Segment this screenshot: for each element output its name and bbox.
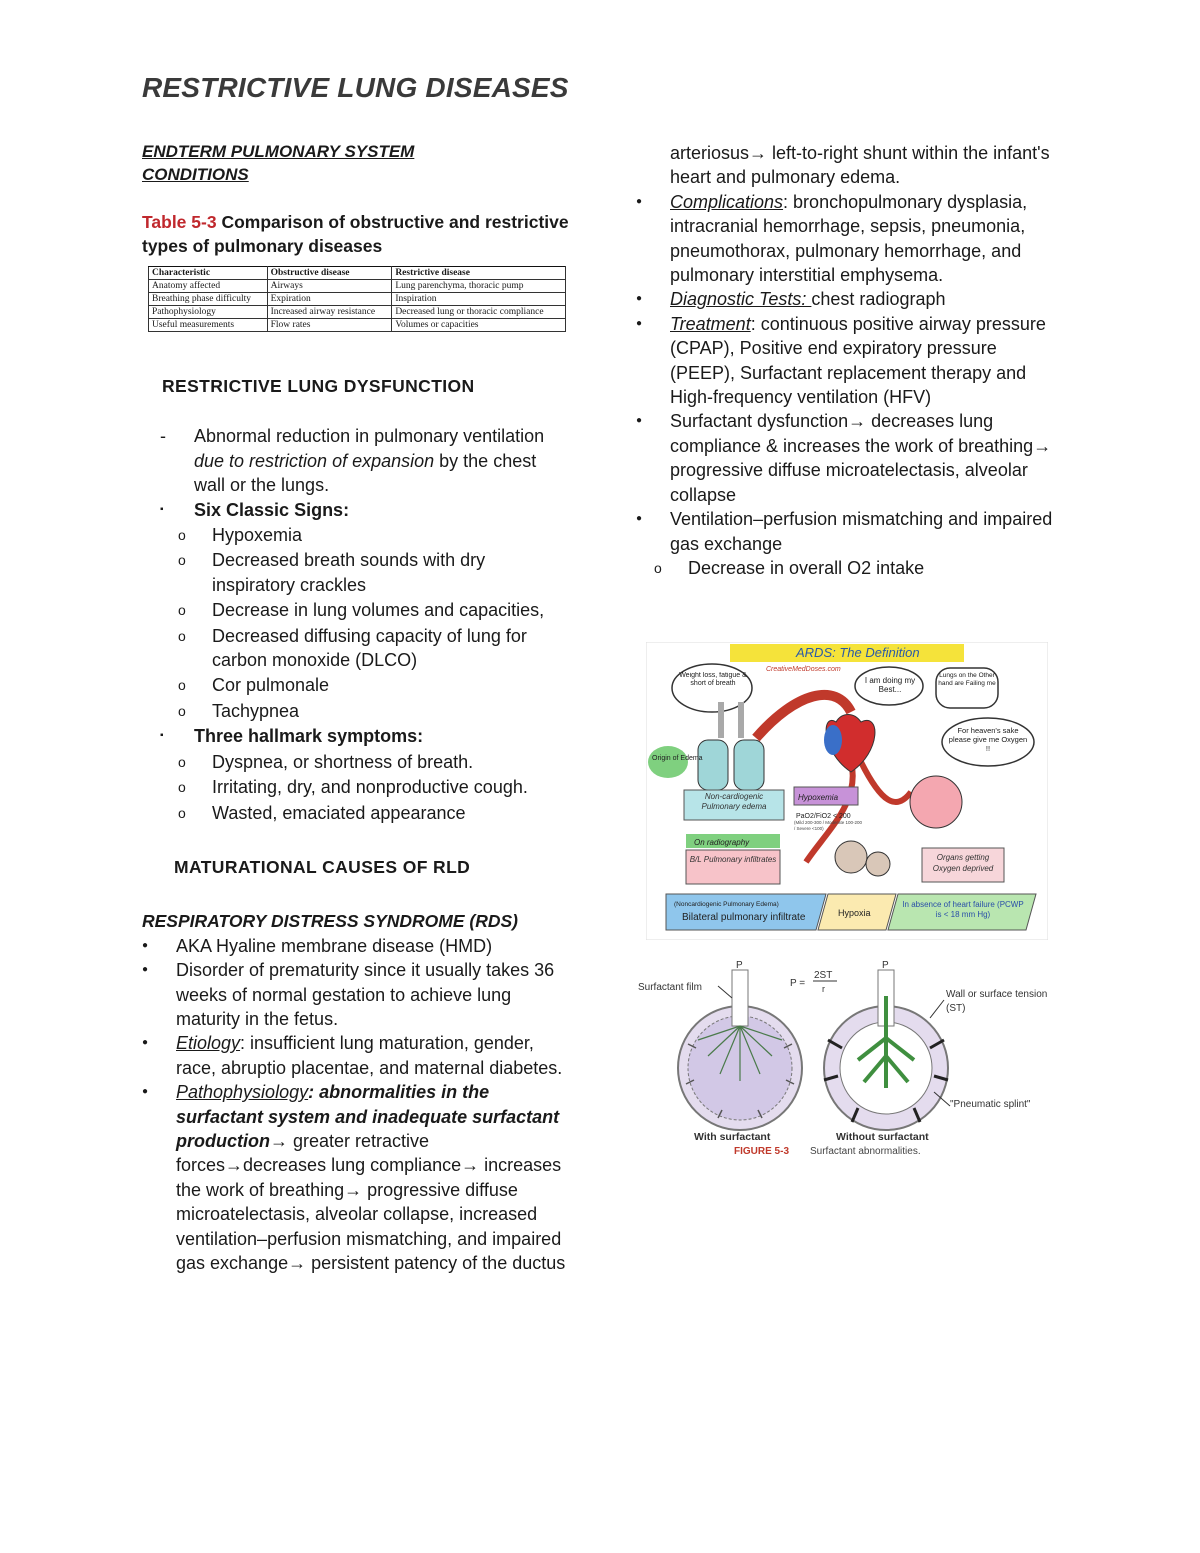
list-item: ● Surfactant dysfunction→ decreases lung compliance & increases the work of breathing→ progressive diffuse microatelectasis, alveolar collapse — [636, 409, 1056, 507]
treatment-label: Treatment — [670, 313, 751, 334]
table-header-cell: Obstructive disease — [267, 267, 392, 280]
list-item — [636, 287, 1056, 311]
noncardio-label: Non-cardiogenic Pulmonary edema — [701, 792, 767, 811]
symptoms-list — [142, 750, 572, 825]
table-cell: Pathophysiology — [149, 306, 268, 319]
rld-def-post: by the chest wall or the lungs. — [194, 450, 537, 496]
pointer-line — [718, 986, 732, 998]
subtitle-line2: CONDITIONS — [142, 165, 249, 184]
table-cell: Increased airway resistance — [267, 306, 392, 319]
table-cell: Flow rates — [267, 319, 392, 332]
ards-site: CreativeMedDoses.com — [766, 666, 841, 673]
table-caption — [142, 210, 572, 258]
lung-left-shape — [698, 740, 728, 790]
table-cell: Breathing phase difficulty — [149, 293, 268, 306]
ards-figure — [646, 642, 1048, 940]
rds-list-cont — [636, 190, 1056, 556]
list-item: o Decreased breath sounds with dry inspiratory crackles — [142, 548, 572, 597]
patho-text: → greater retractive forces→decreases lung compliance→ increases the work of breathing→ progressive diffuse microatelectasis, alveolar collapse, increased ventilation–perfusion mismatching, and impaired gas exchange→ persistent patency of the ductus — [176, 1130, 566, 1273]
formula-den: r — [822, 984, 825, 994]
table-header-row — [149, 267, 566, 280]
list-item: o Tachypnea — [142, 699, 572, 723]
bubble-lungs: Lungs on the Other hand are Failing me — [938, 672, 996, 687]
list-item — [636, 312, 1056, 410]
list-item: ● Disorder of prematurity since it usually takes 36 weeks of normal gestation to achieve lung maturity in the fetus. — [142, 958, 572, 1031]
table-cell: Airways — [267, 280, 392, 293]
list-item: ● Ventilation–perfusion mismatching and impaired gas exchange — [636, 507, 1056, 556]
rds-list — [142, 934, 572, 1276]
bubble-weight-loss: Weight loss, fatigue & short of breath — [679, 672, 747, 687]
list-item: o Hypoxemia — [142, 523, 572, 547]
rld-heading: RESTRICTIVE LUNG DYSFUNCTION — [162, 376, 475, 396]
table-cell: Anatomy affected — [149, 280, 268, 293]
surfactant-film-label: Surfactant film — [638, 982, 702, 993]
diagnostic-label: Diagnostic Tests: — [670, 289, 812, 310]
diagnostic-text: chest radiograph — [811, 289, 946, 310]
signs-list — [142, 523, 572, 723]
treatment-text: : continuous positive airway pressure (CPAP), Positive end expiratory pressure (PEEP), Surfactant replacement therapy and High-frequency ventilation (HFV) — [670, 313, 1046, 408]
p-label-right: P — [882, 960, 889, 971]
wall-tension-label: Wall or surface tension (ST) — [946, 989, 1048, 1014]
etiology-label: Etiology — [176, 1033, 241, 1054]
table-caption-text: Comparison of obstructive and restrictive types of pulmonary diseases — [142, 212, 569, 256]
table-cell: Inspiration — [392, 293, 566, 306]
organs-label: Organs getting Oxygen deprived — [932, 853, 994, 873]
list-item — [142, 1080, 572, 1275]
organ-shape — [910, 776, 962, 828]
table-cell: Decreased lung or thoracic compliance — [392, 306, 566, 319]
subtitle — [142, 140, 572, 186]
subtitle-line1: ENDTERM PULMONARY SYSTEM — [142, 142, 415, 161]
list-item — [142, 1031, 572, 1080]
list-item: o Decrease in lung volumes and capacities, — [142, 598, 572, 622]
symptoms-head-list — [142, 724, 572, 748]
complications-label: Complications — [670, 191, 784, 212]
ards-banner: ARDS: The Definition — [796, 645, 920, 660]
table-header-cell: Characteristic — [149, 267, 268, 280]
bottom-bar-1-top: (Noncardiogenic Pulmonary Edema) — [674, 901, 779, 908]
figure-caption: Surfactant abnormalities. — [810, 1146, 921, 1157]
table-row — [149, 293, 566, 306]
vq-sub-list — [636, 556, 1056, 580]
pf-sub-label: (Mild 200-300 / Moderate 100-200 / Severe <100) — [794, 820, 863, 831]
bottom-bar-2-label: Hypoxia — [838, 908, 871, 918]
formula-num: 2ST — [814, 970, 833, 981]
comparison-table — [148, 266, 566, 332]
airway-with — [732, 970, 748, 1026]
table-row — [149, 280, 566, 293]
infiltrates-label: B/L Pulmonary infiltrates — [689, 855, 777, 864]
bubble-oxygen: For heaven's sake please give me Oxygen !! — [948, 726, 1028, 753]
list-item: o Decrease in overall O2 intake — [636, 556, 1056, 580]
organ-shape — [835, 841, 867, 873]
rld-list — [142, 424, 572, 522]
list-item: o Dyspnea, or shortness of breath. — [142, 750, 572, 774]
bottom-bar-1-label: Bilateral pulmonary infiltrate — [682, 912, 806, 923]
p-label-left: P — [736, 960, 743, 971]
organ-shape — [866, 852, 890, 876]
heart-blue-shape — [824, 725, 842, 755]
splint-label: "Pneumatic splint" — [950, 1099, 1031, 1110]
list-item: o Irritating, dry, and nonproductive cough. — [142, 775, 572, 799]
left-column — [142, 140, 572, 1275]
formula-p: P = — [790, 978, 806, 989]
list-item — [636, 190, 1056, 288]
page-title: RESTRICTIVE LUNG DISEASES — [142, 72, 569, 103]
list-item: o Wasted, emaciated appearance — [142, 801, 572, 825]
table-header-cell: Restrictive disease — [392, 267, 566, 280]
rds-heading: RESPIRATORY DISTRESS SYNDROME (RDS) — [142, 911, 518, 932]
pointer-line — [930, 1000, 944, 1018]
maturational-heading: MATURATIONAL CAUSES OF RLD — [174, 856, 471, 877]
with-surfactant-label: With surfactant — [694, 1131, 771, 1143]
patho-continued: arteriosus→ left-to-right shunt within the infant's heart and pulmonary edema. — [670, 143, 1050, 188]
without-surfactant-label: Without surfactant — [836, 1131, 929, 1143]
surfactant-figure — [638, 956, 1058, 1161]
list-item: o Cor pulmonale — [142, 673, 572, 697]
list-item — [142, 424, 572, 497]
signs-heading: ▪ Six Classic Signs: — [142, 498, 572, 522]
bubble-best: I am doing my Best... — [864, 676, 916, 694]
rld-def-pre: Abnormal reduction in pulmonary ventilation — [194, 426, 545, 447]
table-caption-label: Table 5-3 — [142, 212, 217, 232]
figure-label: FIGURE 5-3 — [734, 1146, 790, 1157]
table-row — [149, 306, 566, 319]
etiology-text: : insufficient lung maturation, gender, race, abruptio placentae, and maternal diabetes. — [176, 1033, 563, 1078]
origin-label: Origin of Edema — [652, 755, 703, 762]
pf-label: PaO2/FiO2 < 200 — [796, 813, 851, 820]
list-item: ● AKA Hyaline membrane disease (HMD) — [142, 934, 572, 958]
origin-bg — [648, 746, 688, 778]
table-row — [149, 319, 566, 332]
bottom-bar-3-label: In absence of heart failure (PCWP is < 18 mm Hg) — [902, 900, 1024, 919]
patho-label: Pathophysiology — [176, 1082, 309, 1103]
list-item: o Decreased diffusing capacity of lung for carbon monoxide (DLCO) — [142, 624, 572, 673]
patho-bold: : abnormalities in the surfactant system and inadequate surfactant production — [176, 1082, 560, 1151]
table-cell: Lung parenchyma, thoracic pump — [392, 280, 566, 293]
rld-def-ital: due to restriction of expansion — [194, 450, 435, 471]
symptoms-heading: ▪ Three hallmark symptoms: — [142, 724, 572, 748]
lung-right-shape — [734, 740, 764, 790]
complications-text: : bronchopulmonary dysplasia, intracranial hemorrhage, sepsis, pneumonia, pneumothorax, pulmonary hemorrhage, and pulmonary interstitial emphysema. — [670, 191, 1028, 286]
table-cell: Volumes or capacities — [392, 319, 566, 332]
hypoxemia-label: Hypoxemia — [798, 793, 839, 802]
cxr-label: On radiography — [694, 838, 750, 847]
right-column — [636, 141, 1056, 580]
table-cell: Expiration — [267, 293, 392, 306]
table-cell: Useful measurements — [149, 319, 268, 332]
